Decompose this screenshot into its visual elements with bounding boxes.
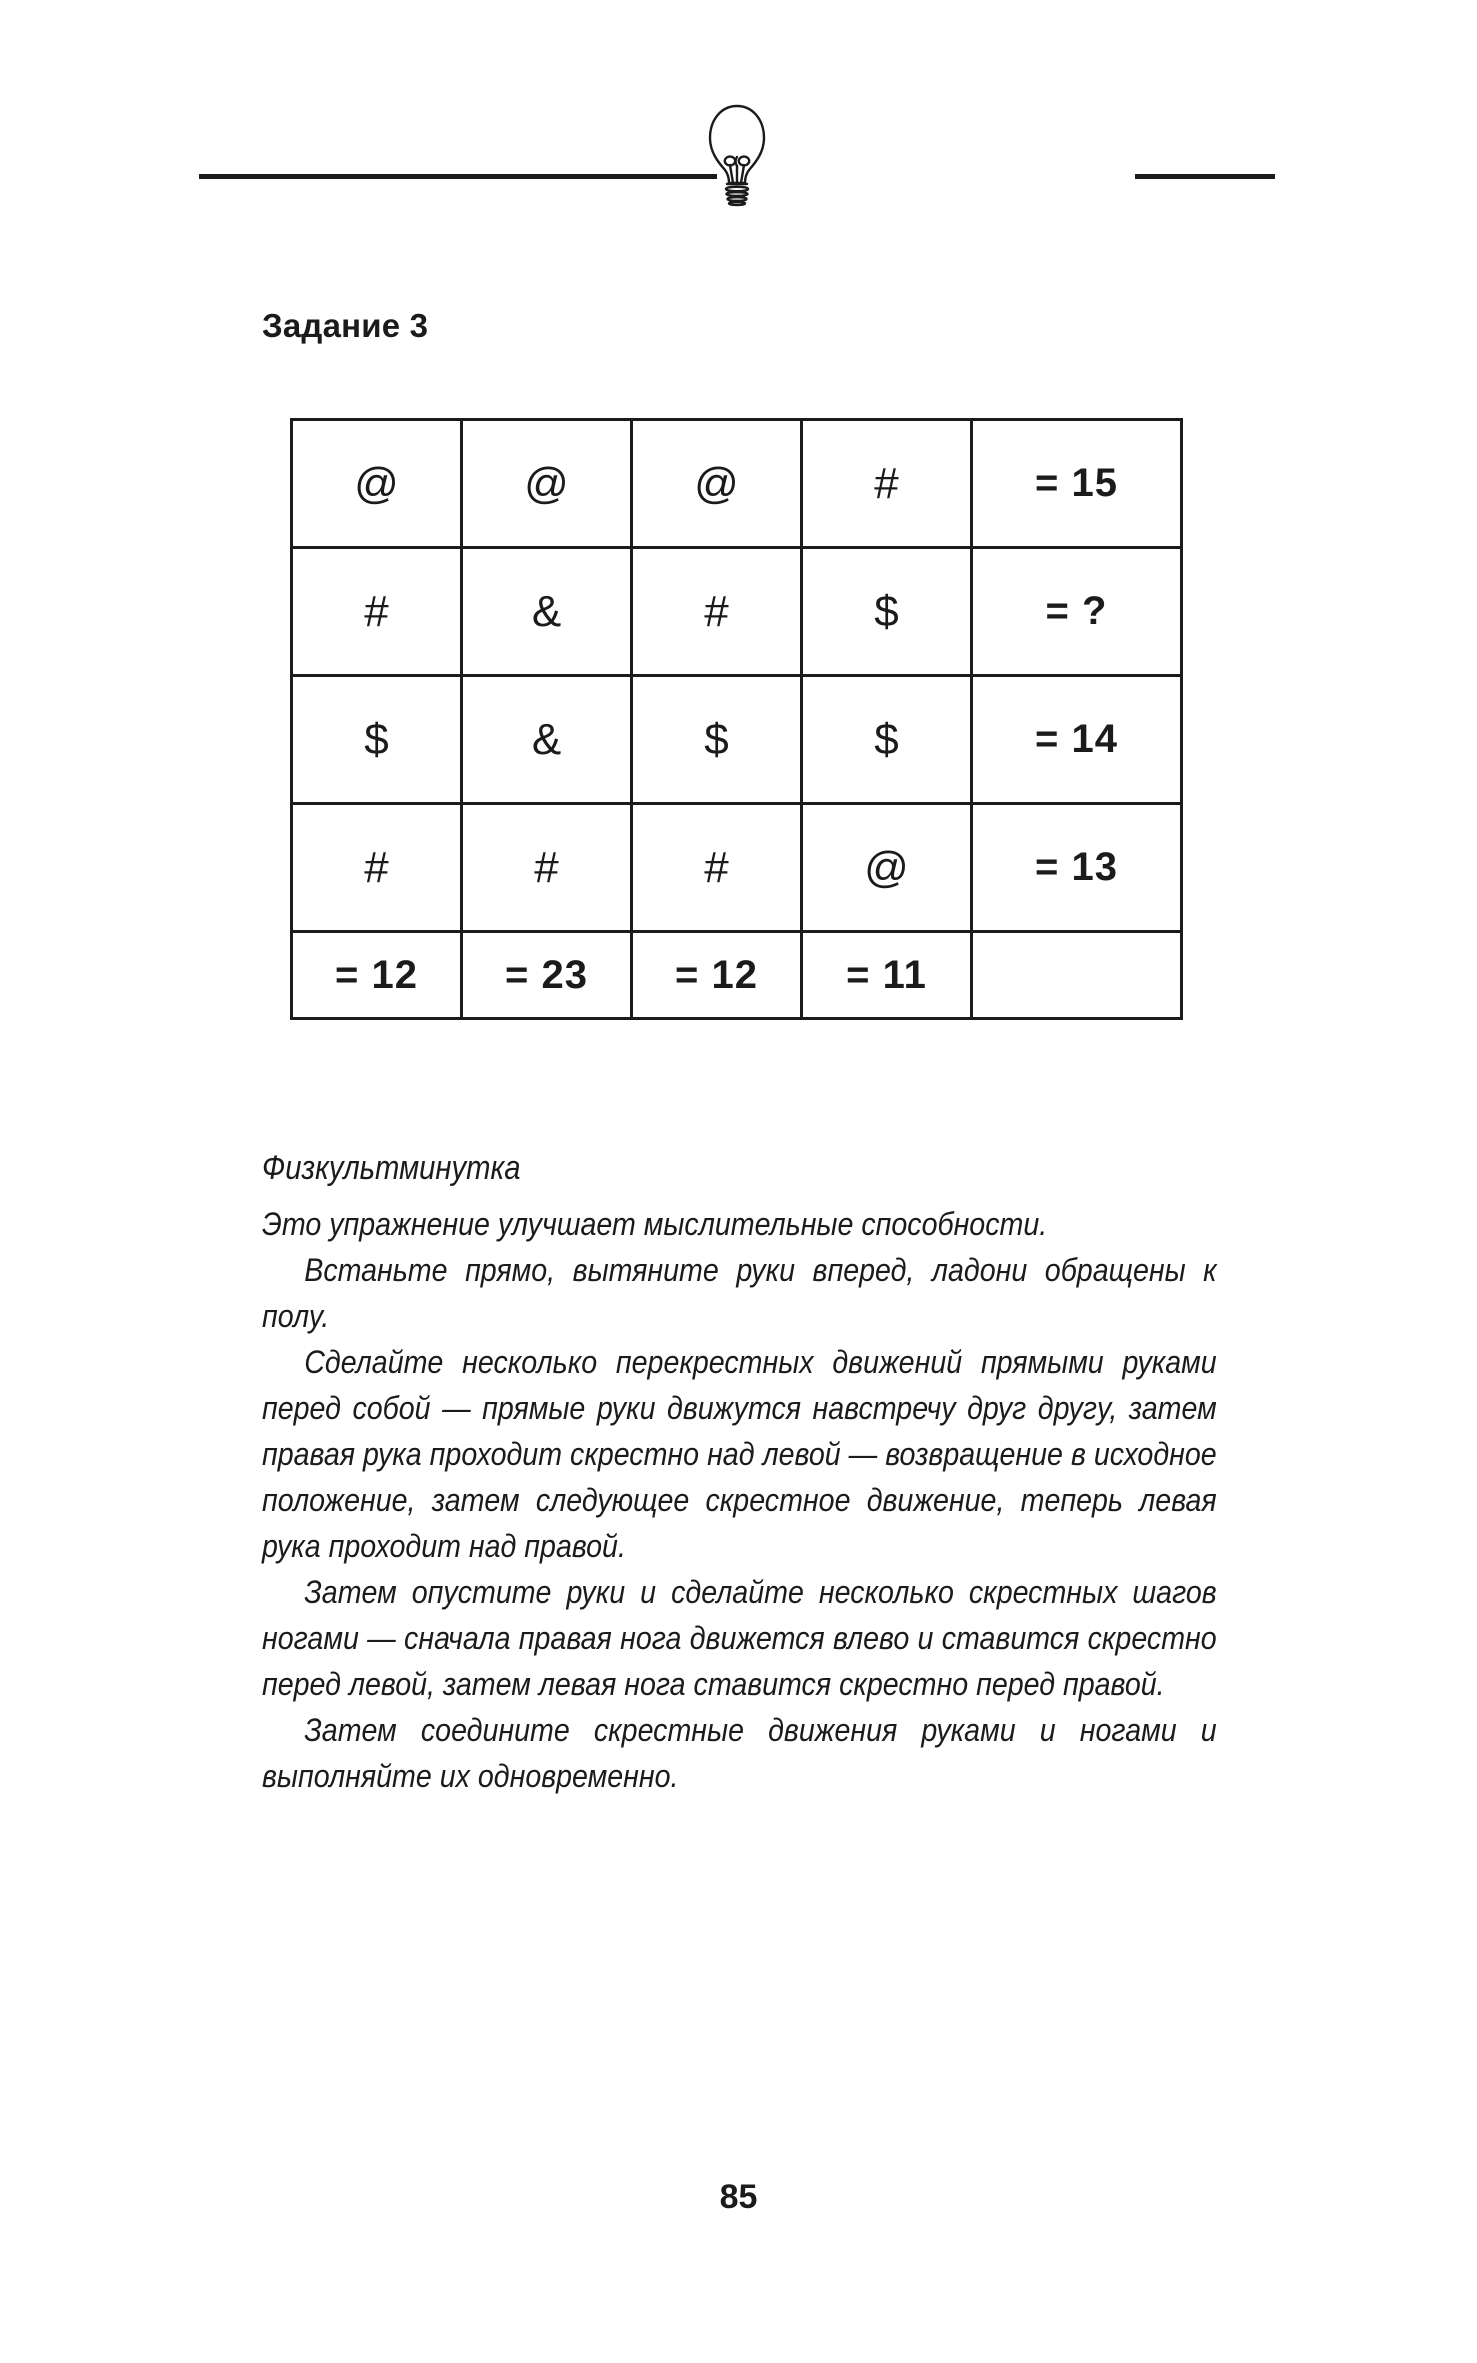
column-sum: = 12 bbox=[292, 932, 462, 1019]
table-row bbox=[292, 804, 1182, 932]
puzzle-cell: & bbox=[462, 676, 632, 804]
header-rule-left bbox=[199, 174, 717, 179]
paragraph: Это упражнение улучшает мыслительные способности. bbox=[262, 1205, 1048, 1242]
column-sum: = 11 bbox=[802, 932, 972, 1019]
section-heading: Физкультминутка bbox=[262, 1149, 521, 1187]
puzzle-cell: $ bbox=[802, 676, 972, 804]
puzzle-cell: # bbox=[632, 804, 802, 932]
row-sum: = 15 bbox=[972, 420, 1182, 548]
puzzle-grid bbox=[290, 418, 1183, 1020]
row-sum: = 13 bbox=[972, 804, 1182, 932]
row-sum: = 14 bbox=[972, 676, 1182, 804]
paragraph: Сделайте несколько перекрестных движений прямыми руками перед собой — прямые руки движутся навстречу друг другу, затем правая рука проходит скрестно над левой — возвращение в исходное положение, затем следующее скрестное движение, теперь левая рука проходит над правой. bbox=[262, 1343, 1217, 1564]
column-sum: = 23 bbox=[462, 932, 632, 1019]
task-heading: Задание 3 bbox=[262, 307, 429, 344]
puzzle-cell: & bbox=[462, 548, 632, 676]
puzzle-cell: # bbox=[632, 548, 802, 676]
puzzle-cell: $ bbox=[292, 676, 462, 804]
paragraph: Затем соедините скрестные движения руками и ногами и выполняйте их одновременно. bbox=[262, 1711, 1217, 1794]
puzzle-cell: # bbox=[292, 804, 462, 932]
header-rule-right bbox=[1135, 174, 1275, 179]
column-sum: = 12 bbox=[632, 932, 802, 1019]
puzzle-cell: # bbox=[802, 420, 972, 548]
table-row bbox=[292, 420, 1182, 548]
lightbulb-icon bbox=[704, 100, 770, 208]
puzzle-cell: @ bbox=[462, 420, 632, 548]
row-sum-unknown: = ? bbox=[972, 548, 1182, 676]
puzzle-cell: # bbox=[292, 548, 462, 676]
page-number: 85 bbox=[719, 2178, 758, 2216]
header-ornament bbox=[199, 100, 1275, 210]
table-row bbox=[292, 548, 1182, 676]
table-row bbox=[292, 676, 1182, 804]
article-body bbox=[262, 1148, 1217, 1799]
paragraph: Затем опустите руки и сделайте несколько скрестных шагов ногами — сначала правая нога движется влево и ставится скрестно перед левой, затем левая нога ставится скрестно перед правой. bbox=[262, 1573, 1217, 1702]
puzzle-cell: @ bbox=[632, 420, 802, 548]
puzzle-cell: @ bbox=[802, 804, 972, 932]
corner-cell bbox=[972, 932, 1182, 1019]
puzzle-cell: # bbox=[462, 804, 632, 932]
puzzle-cell: @ bbox=[292, 420, 462, 548]
puzzle-cell: $ bbox=[802, 548, 972, 676]
puzzle-cell: $ bbox=[632, 676, 802, 804]
table-row-column-sums bbox=[292, 932, 1182, 1019]
paragraph: Встаньте прямо, вытяните руки вперед, ладони обращены к полу. bbox=[262, 1251, 1217, 1334]
